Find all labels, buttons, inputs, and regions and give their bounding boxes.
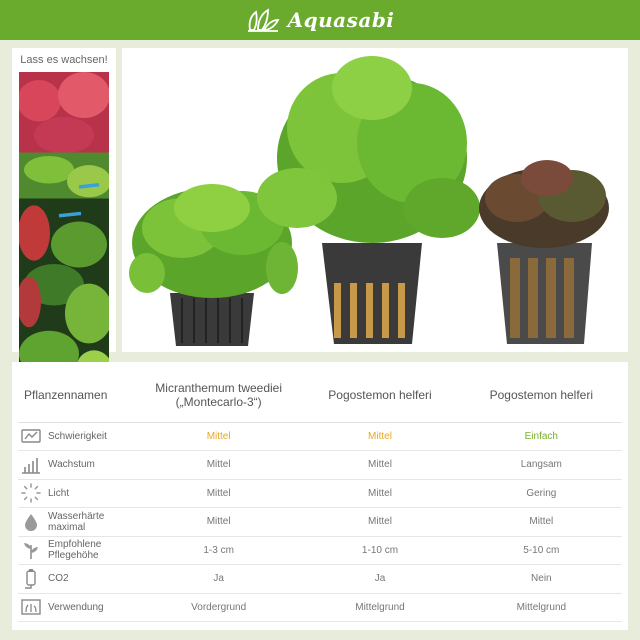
plant-name-header <box>299 368 460 422</box>
co2-icon <box>20 568 42 590</box>
table-row <box>18 422 622 451</box>
cell-value: Mittel <box>461 508 622 537</box>
cell-value: Ja <box>138 565 299 594</box>
cell-value: Mittel <box>138 422 299 451</box>
cell-value: Gering <box>461 479 622 508</box>
row-label: CO2 <box>48 573 69 585</box>
light-icon <box>20 482 42 504</box>
row-label: Empfohlene Pflegehöhe <box>48 539 102 562</box>
plant-name-sub: („Montecarlo-3“) <box>175 394 262 409</box>
aquarium-icon <box>20 596 42 618</box>
cell-value: Nein <box>461 565 622 594</box>
row-label: Wachstum <box>48 459 95 471</box>
cell-value: Einfach <box>461 422 622 451</box>
side-promo-panel <box>12 48 116 352</box>
comparison-table <box>18 368 622 622</box>
aquasabi-leaf-logo-icon <box>246 6 280 34</box>
side-panel-title: Lass es wachsen! <box>20 54 108 66</box>
row-label: Wasserhärte maximal <box>48 510 105 533</box>
row-label-cell <box>18 451 138 480</box>
difficulty-icon <box>20 425 42 447</box>
header-bar <box>0 0 640 40</box>
table-header-row <box>18 368 622 422</box>
row-label-cell <box>18 536 138 565</box>
cell-value: Vordergrund <box>138 593 299 622</box>
cell-value: 5-10 cm <box>461 536 622 565</box>
row-label: Schwierigkeit <box>48 430 107 442</box>
water-drop-icon <box>20 511 42 533</box>
cell-value: Mittel <box>299 479 460 508</box>
plant-name: Pogostemon helferi <box>489 387 594 402</box>
cell-value: 1-10 cm <box>299 536 460 565</box>
plant-name-header <box>138 368 299 422</box>
table-row <box>18 508 622 537</box>
row-label-cell <box>18 508 138 537</box>
cell-value: Mittelgrund <box>461 593 622 622</box>
plant-comparison-table <box>12 362 628 630</box>
table-row <box>18 451 622 480</box>
row-label: Verwendung <box>48 601 104 613</box>
plant-name-header <box>461 368 622 422</box>
row-label: Licht <box>48 487 70 499</box>
table-row <box>18 565 622 594</box>
table-row <box>18 536 622 565</box>
cell-value: Mittel <box>299 508 460 537</box>
cell-value: Ja <box>299 565 460 594</box>
brand-name: Aquasabi <box>287 8 395 32</box>
cell-value: Mittel <box>138 479 299 508</box>
row-label-cell <box>18 422 138 451</box>
cell-value: 1-3 cm <box>138 536 299 565</box>
plant-pogostemon-helferi-1 <box>257 56 480 344</box>
cell-value: Mittel <box>299 451 460 480</box>
cell-value: Mittel <box>138 508 299 537</box>
plant-pogostemon-helferi-2 <box>479 160 609 344</box>
cell-value: Mittelgrund <box>299 593 460 622</box>
plant-name: Micranthemum tweediei <box>155 380 283 395</box>
plant-pots-illustration <box>122 48 628 352</box>
row-label-cell <box>18 565 138 594</box>
sprout-icon <box>20 539 42 561</box>
cell-value: Mittel <box>138 451 299 480</box>
growth-icon <box>20 454 42 476</box>
header-label: Pflanzennamen <box>18 368 138 422</box>
table-row <box>18 593 622 622</box>
plant-name: Pogostemon helferi <box>328 387 432 402</box>
aquarium-photo <box>19 72 109 394</box>
cell-value: Mittel <box>299 422 460 451</box>
table-row <box>18 479 622 508</box>
row-label-cell <box>18 593 138 622</box>
row-label-cell <box>18 479 138 508</box>
cell-value: Langsam <box>461 451 622 480</box>
plant-photo-panel <box>122 48 628 352</box>
